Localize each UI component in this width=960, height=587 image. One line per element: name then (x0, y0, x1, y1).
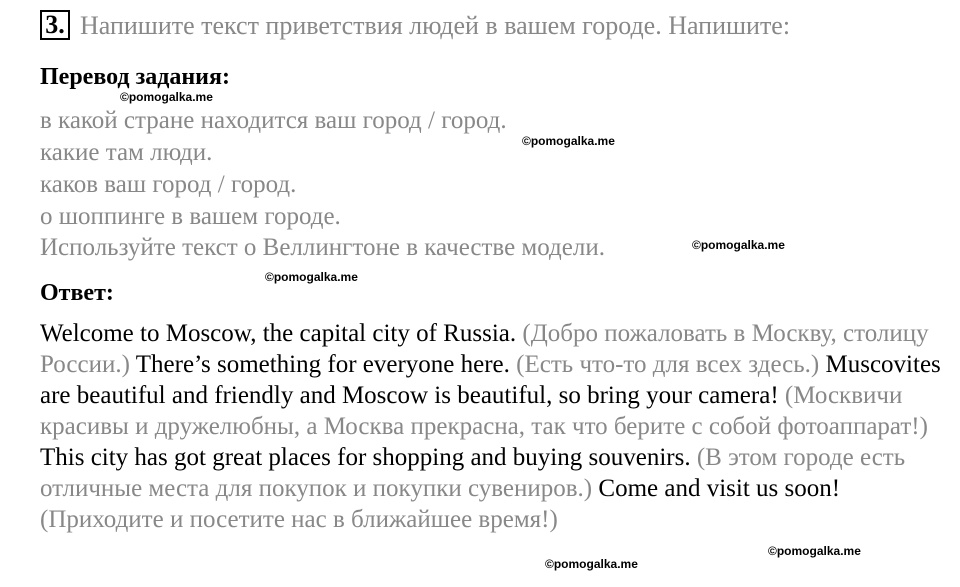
answer-russian: (Есть что-то для всех здесь.) (516, 351, 820, 378)
answer-english: Muscovites are beautiful and friendly and Moscow is beautiful, so bring your camera! (40, 351, 941, 409)
answer-english: Welcome to Moscow, the capital city of Russia. (40, 320, 517, 347)
translation-line: какие там люди. (40, 139, 213, 166)
translation-heading: Перевод задания: (40, 64, 230, 90)
answer-russian: (В этом городе есть отличные места для покупок и покупки сувениров.) (40, 444, 906, 502)
watermark: ©pomogalka.me (545, 557, 638, 571)
answer-english: There’s something for everyone here. (135, 351, 510, 378)
task-number: 3. (40, 10, 70, 40)
translation-line: о шоппинге в вашем городе. (40, 203, 341, 230)
watermark: ©pomogalka.me (768, 544, 861, 558)
answer-english: Come and visit us soon! (598, 475, 841, 502)
watermark: ©pomogalka.me (120, 90, 213, 104)
translation-line: в какой стране находится ваш город / город. (40, 107, 507, 134)
watermark: ©pomogalka.me (692, 238, 785, 252)
watermark: ©pomogalka.me (522, 134, 615, 148)
answer-heading: Ответ: (40, 280, 114, 306)
answer-text (40, 318, 945, 535)
task-instruction: Напишите текст приветствия людей в вашем городе. Напишите: (80, 11, 791, 40)
answer-russian: (Москвичи красивы и дружелюбны, а Москва прекрасна, так что берите с собой фотоаппарат!) (40, 382, 928, 440)
watermark: ©pomogalka.me (265, 270, 358, 284)
answer-russian: (Приходите и посетите нас в ближайшее время!) (40, 506, 558, 533)
answer-russian: (Добро пожаловать в Москву, столицу России.) (40, 320, 929, 378)
translation-line: Используйте текст о Веллингтоне в качестве модели. (40, 234, 605, 261)
answer-english: This city has got great places for shopping and buying souvenirs. (40, 444, 691, 471)
translation-line: каков ваш город / город. (40, 171, 297, 198)
